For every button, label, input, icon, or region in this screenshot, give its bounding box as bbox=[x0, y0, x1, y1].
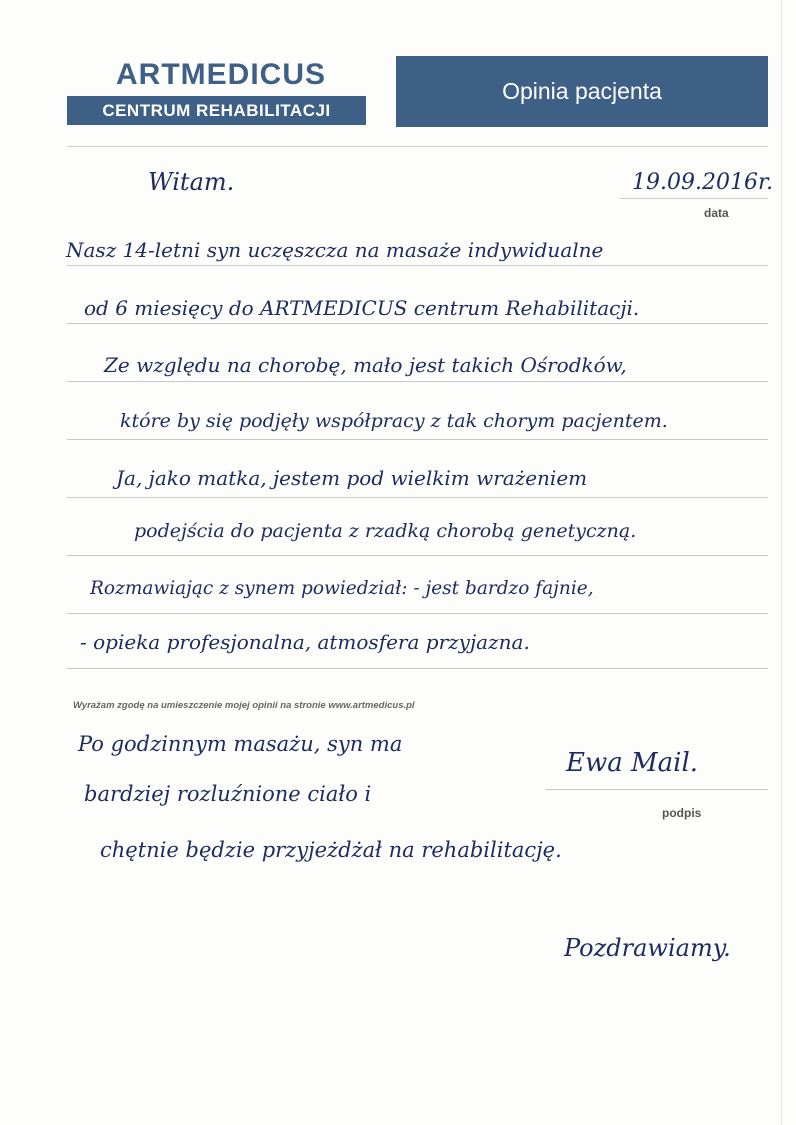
ruled-line bbox=[67, 555, 768, 556]
signature-caption: podpis bbox=[662, 806, 702, 820]
page-edge bbox=[781, 0, 782, 1125]
letter-line: podejścia do pacjenta z rzadką chorobą genetyczną. bbox=[134, 520, 637, 542]
letter-line: od 6 miesięcy do ARTMEDICUS centrum Rehabilitacji. bbox=[84, 296, 640, 320]
greeting: Witam. bbox=[148, 168, 235, 196]
letter-line: Ja, jako matka, jestem pod wielkim wrażeniem bbox=[116, 466, 588, 490]
ruled-line bbox=[67, 497, 768, 498]
ruled-line bbox=[67, 323, 768, 324]
ruled-line bbox=[67, 381, 768, 382]
ruled-line bbox=[67, 265, 768, 266]
postscript-line: bardziej rozluźnione ciało i bbox=[84, 782, 372, 806]
postscript-line: chętnie będzie przyjeżdżał na rehabilitację. bbox=[100, 838, 562, 862]
consent-notice: Wyrażam zgodę na umieszczenie mojej opinii na stronie www.artmedicus.pl bbox=[73, 700, 415, 711]
date-value: 19.09.2016r. bbox=[632, 170, 774, 195]
date-caption: data bbox=[704, 206, 729, 220]
ruled-line bbox=[67, 668, 768, 669]
form-title: Opinia pacjenta bbox=[396, 56, 768, 127]
postscript-line: Po godzinnym masażu, syn ma bbox=[78, 732, 403, 756]
letter-line: Rozmawiając z synem powiedział: - jest bardzo fajnie, bbox=[90, 578, 594, 599]
ruled-line bbox=[67, 613, 768, 614]
signature: Ewa Mail. bbox=[566, 748, 699, 778]
closing: Pozdrawiamy. bbox=[564, 934, 731, 962]
ruled-line bbox=[67, 439, 768, 440]
letter-line: które by się podjęły współpracy z tak chorym pacjentem. bbox=[120, 410, 668, 432]
signature-line bbox=[546, 789, 768, 790]
letter-line: Ze względu na chorobę, mało jest takich Ośrodków, bbox=[104, 353, 627, 377]
date-line bbox=[620, 198, 768, 199]
letter-line: Nasz 14-letni syn uczęszcza na masaże indywidualne bbox=[66, 238, 604, 262]
logo-subtitle: CENTRUM REHABILITACJI bbox=[67, 96, 366, 125]
logo-brand-name: ARTMEDICUS bbox=[116, 58, 326, 91]
letter-line: - opieka profesjonalna, atmosfera przyjazna. bbox=[80, 630, 530, 654]
header-divider bbox=[67, 146, 768, 147]
